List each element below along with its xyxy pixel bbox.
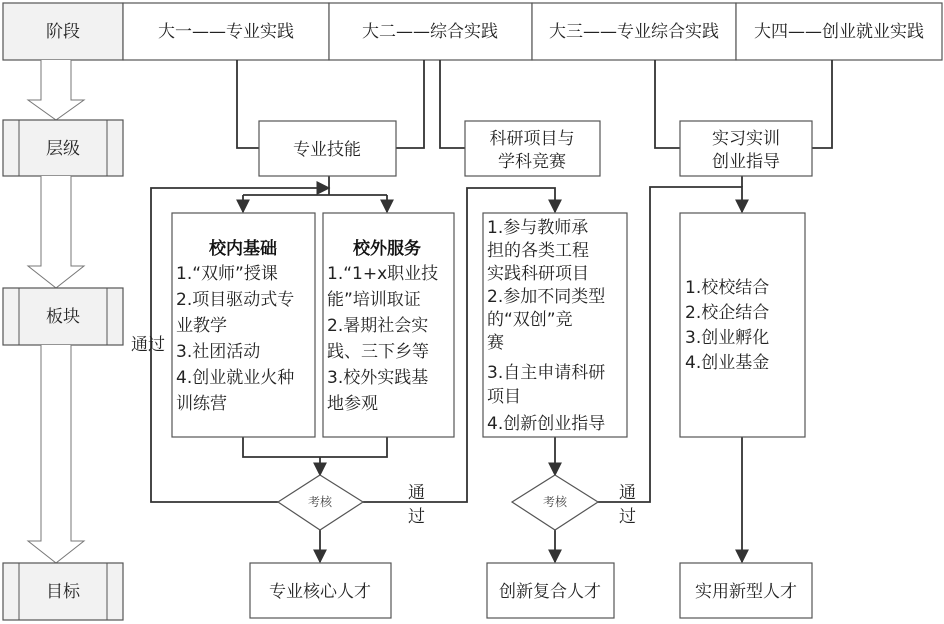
- stage-3-text: 大三——专业综合实践: [549, 22, 719, 42]
- block-line: 4.创业基金: [685, 353, 770, 373]
- block-line: 的“双创”竞: [487, 310, 573, 330]
- block-line: 项目: [487, 387, 521, 407]
- block-line: 4.创新创业指导: [487, 414, 606, 434]
- block-line: 2.参加不同类型: [487, 287, 606, 307]
- block-line: 3.社团活动: [176, 342, 261, 362]
- block-line: 4.创业就业火种: [176, 368, 295, 388]
- pass-label-2b: 过: [619, 507, 636, 527]
- pass-label-1a: 通: [408, 483, 425, 503]
- block-line: 地参观: [327, 394, 378, 414]
- pass-label-2a: 通: [619, 483, 636, 503]
- block-line: 1.校校结合: [685, 278, 770, 298]
- block-line: 2.暑期社会实: [327, 316, 429, 336]
- decision-1-text: 考核: [307, 495, 333, 509]
- block-line: 1.“1+x职业技: [327, 264, 439, 284]
- level-research-text-2: 学科竞赛: [498, 152, 566, 172]
- block-research: [483, 213, 627, 437]
- label-stage-text: 阶段: [46, 22, 80, 42]
- block-inner-title: 校内基础: [209, 239, 277, 259]
- block-line: 2.项目驱动式专: [176, 290, 295, 310]
- block-line: 实践科研项目: [487, 264, 589, 284]
- block-line: 担的各类工程: [487, 241, 589, 261]
- block-line: 业教学: [176, 316, 227, 336]
- block-line: 赛: [487, 333, 504, 353]
- block-line: 3.自主申请科研: [487, 363, 606, 383]
- block-outer: [323, 213, 454, 437]
- pass-label-loop: 通过: [131, 335, 165, 355]
- stage-4-text: 大四——创业就业实践: [754, 22, 924, 42]
- block-line: 3.创业孵化: [685, 328, 770, 348]
- label-goal-text: 目标: [46, 582, 80, 602]
- block-line: 2.校企结合: [685, 303, 770, 323]
- level-practice-text-1: 实习实训: [712, 129, 780, 149]
- left-column: [3, 3, 123, 620]
- block-practice: [680, 213, 805, 437]
- label-block-text: 板块: [46, 307, 80, 327]
- block-line: 践、三下乡等: [327, 342, 429, 362]
- block-outer-title: 校外服务: [353, 239, 421, 259]
- level-skills-text: 专业技能: [293, 140, 361, 160]
- block-inner: [172, 213, 315, 437]
- pass-label-1b: 过: [408, 507, 425, 527]
- goal-3-text: 实用新型人才: [695, 582, 797, 602]
- stage-2-text: 大二——综合实践: [362, 22, 498, 42]
- goal-1-text: 专业核心人才: [269, 582, 371, 602]
- block-line: 能”培训取证: [327, 290, 421, 310]
- block-arrow-icon: [28, 345, 84, 563]
- decision-2-text: 考核: [542, 495, 568, 509]
- block-arrow-icon: [28, 176, 84, 288]
- block-line: 3.校外实践基: [327, 368, 429, 388]
- level-research-text-1: 科研项目与: [489, 129, 575, 149]
- stage-1-text: 大一——专业实践: [158, 22, 294, 42]
- label-level-text: 层级: [46, 139, 80, 159]
- block-line: 1.参与教师承: [487, 218, 589, 238]
- stage-row: [123, 3, 942, 60]
- goal-2-text: 创新复合人才: [499, 582, 601, 602]
- level-practice-text-2: 创业指导: [712, 152, 780, 172]
- block-arrow-icon: [28, 60, 84, 120]
- block-line: 1.“双师”授课: [176, 264, 278, 284]
- block-line: 训练营: [176, 394, 227, 414]
